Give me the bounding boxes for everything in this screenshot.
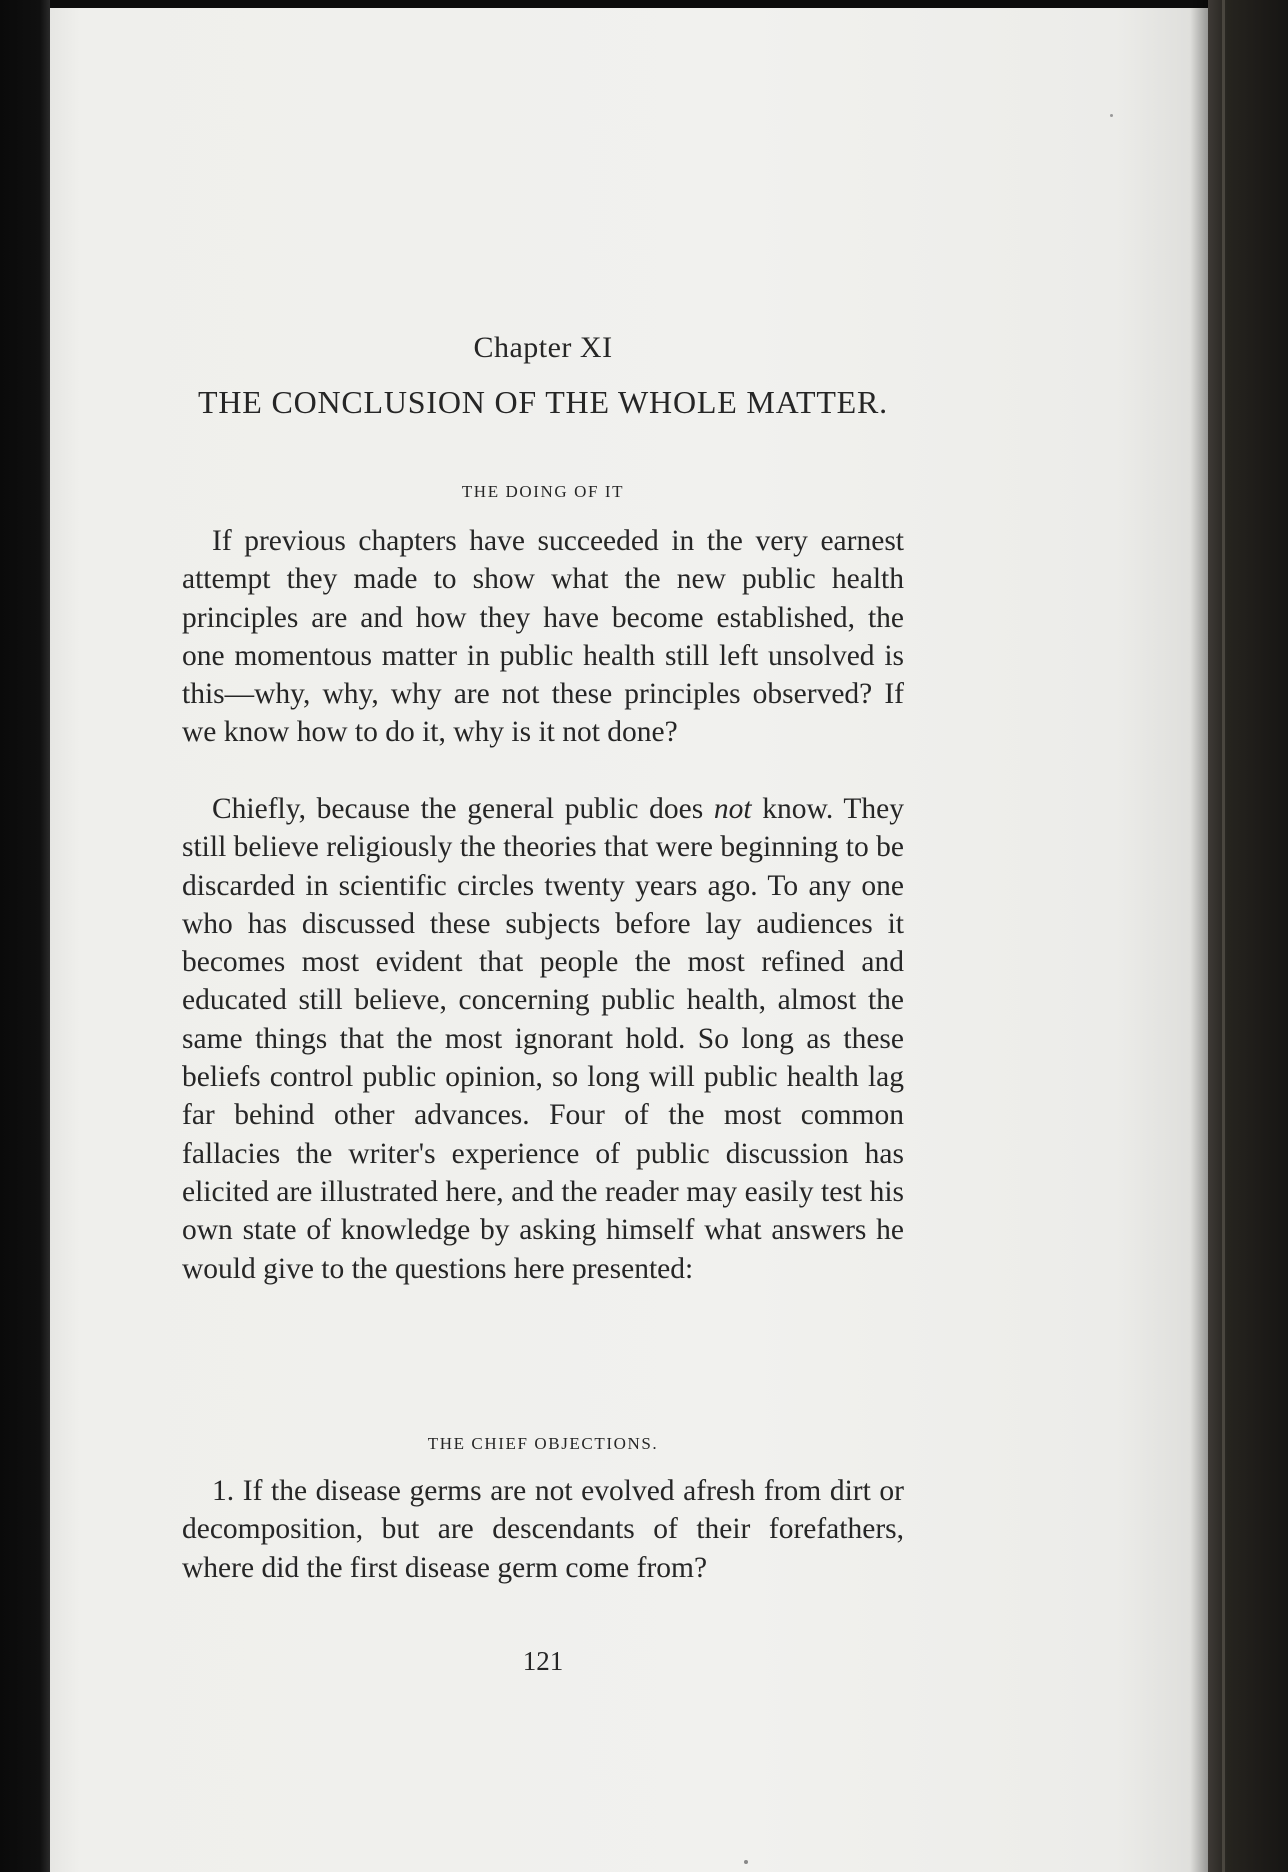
paragraph-intro: If previous chapters have succeeded in the very earnest attempt they made to show what the new public health principles are and how they have become established, the one momentous matter in public health still left unsolved is this—why, why, why are not these principles observed? If we know how to do it, why is it not done? — [182, 525, 904, 749]
paragraph-chiefly-rest: know. They still believe religiously the theories that were beginning to be discarded in scientific circles twenty years ago. To any one who has discussed these subjects before lay audiences it becomes most evident that people the most refined and educated still believe, concerning public health, almost the same things that the most ignorant hold. So long as these beliefs control public opinion, so long will public health lag far behind other advances. Four of the most common fallacies the writer's experience of public discussion has elicited are illustrated here, and the reader may easily test his own state of knowledge by asking himself what answers he would give to the questions here presented: — [182, 793, 904, 1285]
paper-speck — [744, 1860, 748, 1864]
paragraph-chiefly — [182, 790, 904, 1288]
section-heading-objections: THE CHIEF OBJECTIONS. — [427, 1434, 659, 1453]
paper-speck — [1110, 114, 1113, 117]
page-number: 121 — [522, 1646, 564, 1676]
book-cover-edge — [1208, 0, 1288, 1872]
left-page-edge — [0, 0, 50, 1872]
cover-fold-line — [1222, 0, 1225, 1872]
paragraph-chiefly-start: Chiefly, because the general public does — [212, 793, 714, 825]
section-heading-doing: THE DOING OF IT — [461, 482, 625, 501]
emphasis-not: not — [713, 793, 752, 825]
chapter-title: THE CONCLUSION OF THE WHOLE MATTER. — [198, 384, 888, 420]
paragraph-objection-1: 1. If the disease germs are not evolved afresh from dirt or decomposition, but are descendants of their forefathers, where did the first disease germ come from? — [182, 1475, 904, 1584]
chapter-number: Chapter XI — [473, 331, 613, 364]
scan-top-edge — [0, 0, 1288, 8]
page-edge-shadow — [1190, 0, 1210, 1872]
